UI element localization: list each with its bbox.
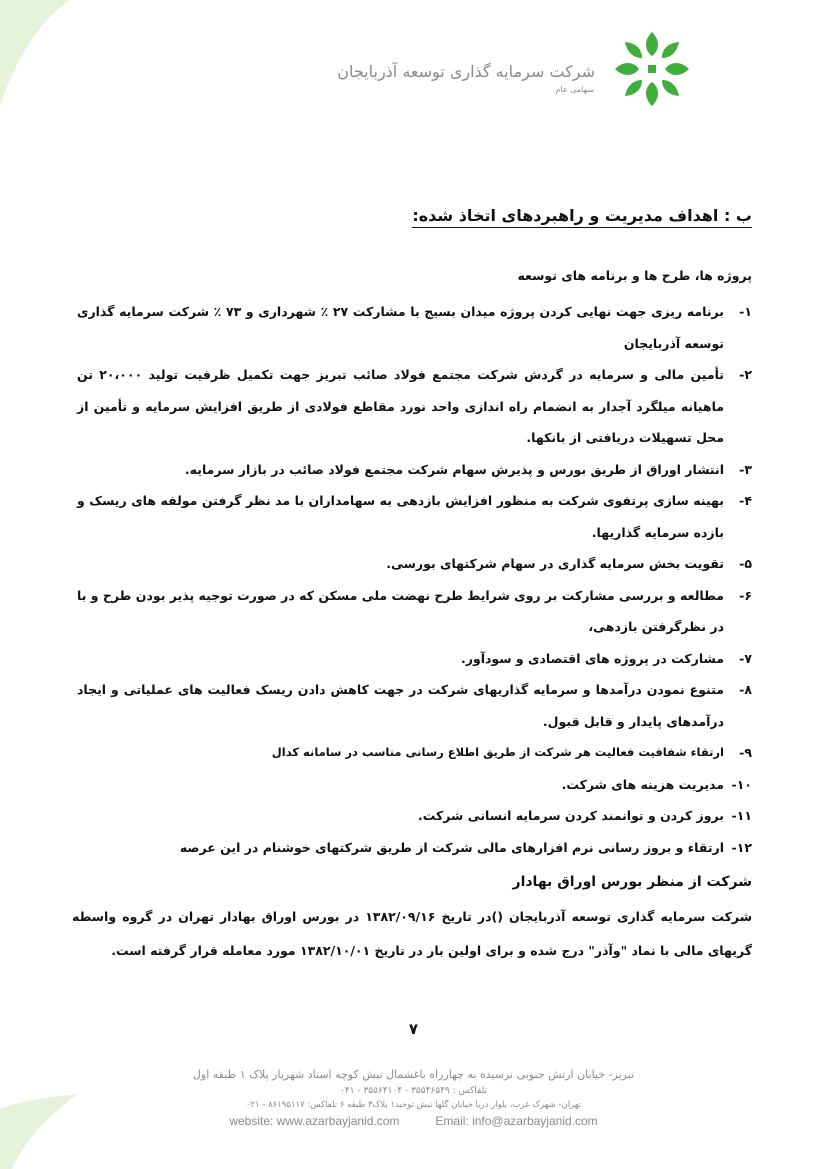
- item-text: مطالعه و بررسی مشارکت بر روی شرایط طرح نهضت ملی مسکن که در صورت توجیه پذیر بودن طرح و با در نظرگرفتن بازدهی،: [77, 587, 724, 634]
- item-text: ارتقاء شفافیت فعالیت هر شرکت از طریق اطلاع رسانی مناسب در سامانه کدال: [271, 745, 724, 759]
- list-item: [77, 296, 752, 359]
- goals-list: [77, 296, 752, 863]
- list-item: [77, 643, 752, 675]
- letterhead: [0, 28, 827, 108]
- item-text: بروز کردن و توانمند کردن سرمایه انسانی شرکت.: [418, 808, 724, 823]
- list-item: [77, 674, 752, 737]
- item-number: ۷-: [739, 650, 752, 666]
- item-number: ۱-: [739, 304, 752, 319]
- item-number: ۳-: [739, 461, 752, 477]
- item-number: ۲-: [739, 367, 752, 382]
- item-text: تأمین مالی و سرمایه در گردش شرکت مجتمع فولاد صائب تبریز جهت تکمیل ظرفیت تولید ۲۰،۰۰۰ تن ماهیانه میلگرد آجدار به انضمام راه اندازی واحد نورد مقاطع فولادی از طریق افزایش سرمایه و تأمین از محل تسهیلات دریافتی از بانکها.: [77, 367, 724, 445]
- item-text: برنامه ریزی جهت نهایی کردن پروژه میدان بسیج با مشارکت ۲۷ ٪ شهرداری و ۷۳ ٪ شرکت سرمایه گذاری توسعه آذربایجان: [77, 304, 724, 351]
- footer: [0, 1066, 827, 1130]
- item-number: ۱۰-: [731, 776, 752, 792]
- item-text: ارتقاء و بروز رسانی نرم افزارهای مالی شرکت از طریق شرکتهای خوشنام در این عرصه: [179, 839, 724, 855]
- footer-contact: [0, 1112, 827, 1130]
- list-item: [77, 580, 752, 643]
- list-item: [77, 359, 752, 454]
- item-number: ۱۱-: [731, 808, 752, 823]
- item-number: ۱۲-: [731, 839, 752, 855]
- email-link[interactable]: Email: info@azarbayjanid.com: [435, 1114, 598, 1128]
- company-name: شرکت سرمایه گذاری توسعه آذربایجان: [337, 62, 595, 81]
- page-number: ۷: [408, 1020, 419, 1038]
- item-number: ۵-: [739, 556, 752, 571]
- website-link[interactable]: website: www.azarbayjanid.com: [229, 1114, 400, 1128]
- item-text: انتشار اوراق از طریق بورس و پذیرش سهام شرکت مجتمع فولاد صائب در بازار سرمایه.: [184, 461, 724, 477]
- projects-heading: پروژه ها، طرح ها و برنامه های توسعه: [517, 268, 752, 283]
- company-type: سهامی عام: [555, 85, 594, 94]
- footer-phones-tabriz: تلفاکس : ۳۵۵۴۶۵۴۹ - ۳۵۵۶۴۱۰۴ - ۰۴۱: [339, 1086, 488, 1096]
- list-item: [77, 769, 752, 801]
- item-number: ۹-: [739, 745, 752, 760]
- company-logo-icon: [611, 28, 693, 110]
- footer-address-tabriz: تبریز- خیابان ارتش جنوبی نرسیده به چهارراه باغشمال نبش کوچه استاد شهریار پلاک ۱ طبقه اول: [192, 1068, 635, 1081]
- section-heading-text: ب : اهداف مدیریت و راهبردهای اتخاذ شده:: [412, 206, 752, 228]
- list-item: [77, 800, 752, 832]
- item-number: ۴-: [739, 493, 752, 508]
- item-number: ۶-: [739, 587, 752, 603]
- item-text: تقویت بخش سرمایه گذاری در سهام شرکتهای بورسی.: [386, 556, 724, 571]
- item-text: بهینه سازی پرتفوی شرکت به منظور افزایش بازدهی به سهامداران با مد نظر گرفتن مولفه های ریسک و بازده سرمایه گذاریها.: [77, 493, 724, 540]
- list-item: [77, 548, 752, 580]
- item-text: مدیریت هزینه های شرکت.: [561, 776, 724, 792]
- list-item: [77, 737, 752, 769]
- item-number: ۸-: [739, 682, 752, 697]
- section-heading: [412, 206, 752, 225]
- item-text: متنوع نمودن درآمدها و سرمایه گذاریهای شرکت در جهت کاهش دادن ریسک فعالیت های عملیاتی و ایجاد درآمدهای پایدار و قابل قبول.: [77, 682, 724, 729]
- list-item: [77, 485, 752, 548]
- exchange-heading: شرکت از منظر بورس اوراق بهادار: [512, 874, 752, 890]
- list-item: [77, 832, 752, 864]
- footer-address-tehran: تهران- شهرک غرب، بلوار دریا خیابان گلها نبش توحید۱ پلاک۳ طبقه ۶ تلفاکس: ۸۶۱۹۵۱۱۷ - ۰۲۱: [245, 1100, 582, 1110]
- list-item: [77, 454, 752, 486]
- exchange-paragraph: شرکت سرمایه گذاری توسعه آذربایجان ()در تاریخ ۱۳۸۲/۰۹/۱۶ در بورس اوراق بهادار تهران در گروه واسطه گریهای مالی با نماد "وآذر" درج شده و برای اولین بار در تاریخ ۱۳۸۲/۱۰/۰۱ مورد معامله قرار گرفته است.: [72, 909, 752, 958]
- item-text: مشارکت در پروژه های اقتصادی و سودآور.: [461, 650, 724, 666]
